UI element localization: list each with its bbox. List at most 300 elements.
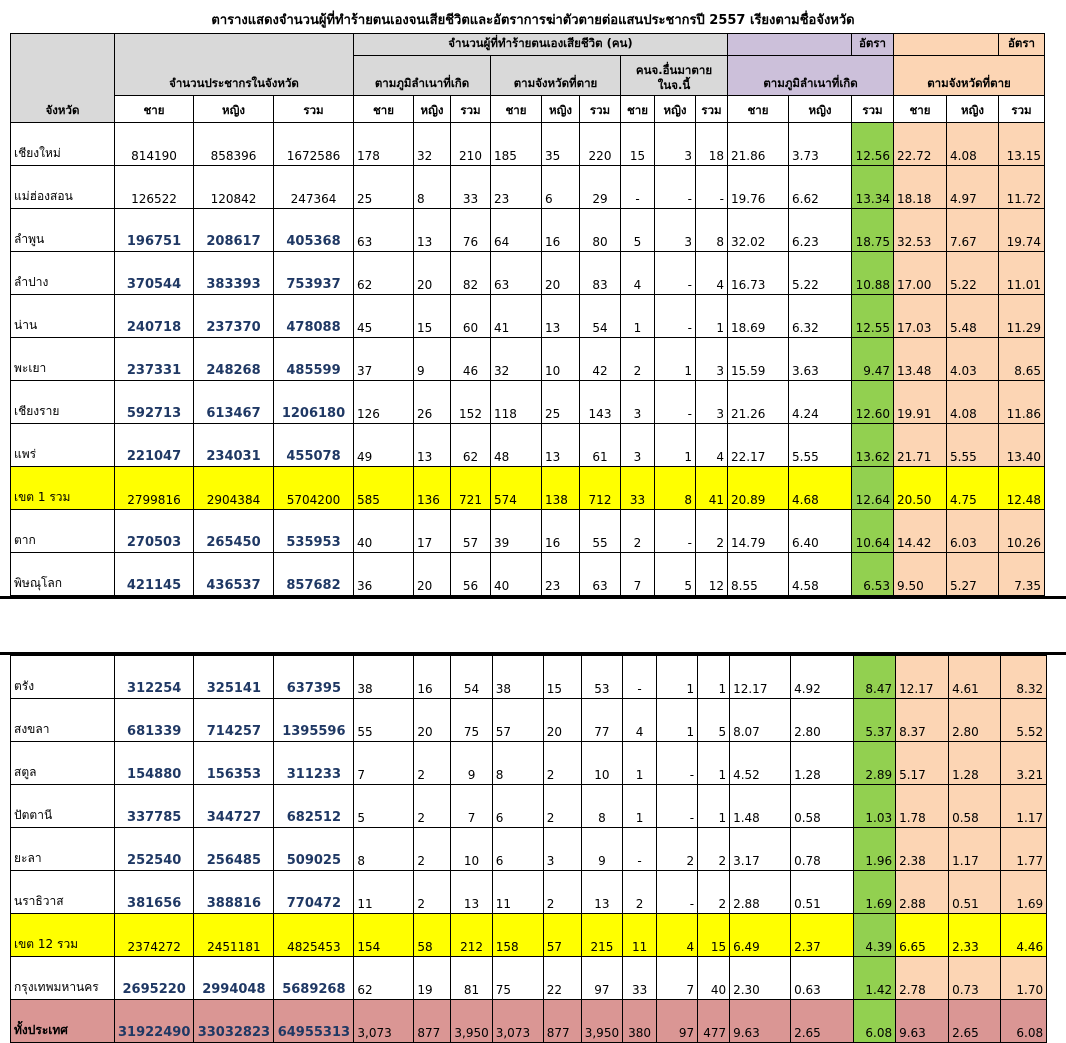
count-cell: 55 [580, 510, 621, 553]
count-cell: 58 [414, 914, 451, 957]
subheader-male: ชาย [354, 96, 414, 123]
header-deaths: จำนวนผู้ที่ทำร้ายตนเองเสียชีวิต (คน) [354, 34, 728, 56]
count-cell: 5 [354, 785, 414, 828]
population-cell: 381656 [115, 871, 194, 914]
population-cell: 265450 [194, 510, 274, 553]
count-cell: - [655, 295, 696, 338]
count-cell: 585 [354, 467, 414, 510]
count-cell: 1 [698, 785, 730, 828]
count-cell: 1 [657, 656, 698, 699]
rate-cell: 21.26 [728, 381, 789, 424]
count-cell: 721 [451, 467, 491, 510]
population-cell: 2695220 [115, 957, 194, 1000]
count-cell: 1 [623, 785, 657, 828]
rate-cell: 4.03 [947, 338, 999, 381]
subheader-total: รวม [451, 96, 491, 123]
count-cell: 574 [491, 467, 542, 510]
count-cell: 3 [621, 424, 655, 467]
count-cell: 20 [542, 252, 580, 295]
subheader-female: หญิง [194, 96, 274, 123]
count-cell: 53 [581, 656, 622, 699]
population-cell: 31922490 [115, 1000, 194, 1043]
population-cell: 637395 [274, 656, 354, 699]
province-name: ทั้งประเทศ [11, 1000, 115, 1043]
province-name: ปัตตานี [11, 785, 115, 828]
count-cell: 83 [580, 252, 621, 295]
rate-total-cell: 1.42 [854, 957, 896, 1000]
count-cell: - [657, 785, 698, 828]
province-name: ยะลา [11, 828, 115, 871]
population-cell: 535953 [274, 510, 354, 553]
rate-cell: 6.08 [1001, 1000, 1047, 1043]
rate-cell: 3.63 [789, 338, 852, 381]
count-cell: 154 [354, 914, 414, 957]
count-cell: 48 [491, 424, 542, 467]
rate-cell: 3.21 [1001, 742, 1047, 785]
count-cell: 42 [580, 338, 621, 381]
count-cell: 25 [542, 381, 580, 424]
rate-total-cell: 13.62 [852, 424, 894, 467]
count-cell: 2 [414, 742, 451, 785]
count-cell: 15 [414, 295, 451, 338]
count-cell: 60 [451, 295, 491, 338]
rate-cell: 5.55 [789, 424, 852, 467]
rate-cell: 1.48 [730, 785, 791, 828]
table-row [11, 467, 1045, 510]
population-cell: 312254 [115, 656, 194, 699]
rate-cell: 19.74 [999, 209, 1045, 252]
count-cell: 20 [543, 699, 581, 742]
rate-cell: 5.22 [947, 252, 999, 295]
count-cell: 5 [655, 553, 696, 596]
count-cell: - [655, 381, 696, 424]
count-cell: 3 [696, 338, 728, 381]
count-cell: 38 [492, 656, 543, 699]
count-cell: 712 [580, 467, 621, 510]
population-cell: 4825453 [274, 914, 354, 957]
count-cell: 8 [581, 785, 622, 828]
count-cell: 76 [451, 209, 491, 252]
table-row [11, 957, 1047, 1000]
population-cell: 1206180 [274, 381, 354, 424]
count-cell: - [621, 166, 655, 209]
count-cell: 4 [696, 424, 728, 467]
count-cell: 477 [698, 1000, 730, 1043]
count-cell: 57 [543, 914, 581, 957]
rate-cell: 12.48 [999, 467, 1045, 510]
rate-cell: 2.38 [896, 828, 949, 871]
rate-cell: 4.92 [791, 656, 854, 699]
rate-cell: 18.18 [894, 166, 947, 209]
population-cell: 770472 [274, 871, 354, 914]
rate-total-cell: 1.03 [854, 785, 896, 828]
rate-cell: 2.88 [896, 871, 949, 914]
count-cell: 178 [354, 123, 414, 166]
rate-cell: 6.40 [789, 510, 852, 553]
count-cell: 7 [451, 785, 492, 828]
rate-cell: 32.53 [894, 209, 947, 252]
rate-cell: 1.28 [949, 742, 1001, 785]
population-cell: 344727 [194, 785, 274, 828]
count-cell: 210 [451, 123, 491, 166]
count-cell: 18 [696, 123, 728, 166]
count-cell: 3,073 [354, 1000, 414, 1043]
rate-cell: 4.08 [947, 381, 999, 424]
population-cell: 5704200 [274, 467, 354, 510]
count-cell: 33 [623, 957, 657, 1000]
rate-total-cell: 18.75 [852, 209, 894, 252]
table-row [11, 510, 1045, 553]
rate-cell: 1.77 [1001, 828, 1047, 871]
count-cell: 3,073 [492, 1000, 543, 1043]
count-cell: 4 [623, 699, 657, 742]
population-cell: 2451181 [194, 914, 274, 957]
rate-cell: 5.27 [947, 553, 999, 596]
population-cell: 714257 [194, 699, 274, 742]
count-cell: 1 [657, 699, 698, 742]
population-cell: 234031 [194, 424, 274, 467]
subheader-female: หญิง [414, 96, 451, 123]
population-cell: 325141 [194, 656, 274, 699]
rate-cell: 6.32 [789, 295, 852, 338]
rate-total-cell: 10.88 [852, 252, 894, 295]
population-cell: 270503 [115, 510, 194, 553]
rate-total-cell: 8.47 [854, 656, 896, 699]
count-cell: 1 [696, 295, 728, 338]
count-cell: 19 [414, 957, 451, 1000]
rate-cell: 2.30 [730, 957, 791, 1000]
count-cell: 1 [655, 424, 696, 467]
count-cell: 20 [414, 699, 451, 742]
rate-cell: 14.79 [728, 510, 789, 553]
subheader-male: ชาย [728, 96, 789, 123]
population-cell: 120842 [194, 166, 274, 209]
count-cell: 143 [580, 381, 621, 424]
count-cell: 185 [491, 123, 542, 166]
rate-total-cell: 13.34 [852, 166, 894, 209]
population-cell: 383393 [194, 252, 274, 295]
rate-cell: 5.52 [1001, 699, 1047, 742]
subheader-row [11, 96, 1045, 123]
rate-cell: 17.00 [894, 252, 947, 295]
count-cell: 81 [451, 957, 492, 1000]
count-cell: 158 [492, 914, 543, 957]
table-row [11, 828, 1047, 871]
rate-cell: 8.65 [999, 338, 1045, 381]
province-name: ลำปาง [11, 252, 115, 295]
count-cell: 11 [354, 871, 414, 914]
rate-cell: 17.03 [894, 295, 947, 338]
population-cell: 256485 [194, 828, 274, 871]
rate-cell: 22.17 [728, 424, 789, 467]
population-cell: 858396 [194, 123, 274, 166]
rate-cell: 18.69 [728, 295, 789, 338]
count-cell: 75 [492, 957, 543, 1000]
count-cell: - [696, 166, 728, 209]
header-province: จังหวัด [11, 34, 115, 123]
population-cell: 154880 [115, 742, 194, 785]
rate-cell: 5.55 [947, 424, 999, 467]
population-cell: 421145 [115, 553, 194, 596]
count-cell: 23 [491, 166, 542, 209]
count-cell: 877 [414, 1000, 451, 1043]
rate-total-cell: 10.64 [852, 510, 894, 553]
count-cell: 40 [354, 510, 414, 553]
count-cell: 23 [542, 553, 580, 596]
count-cell: 12 [696, 553, 728, 596]
count-cell: - [657, 871, 698, 914]
count-cell: 152 [451, 381, 491, 424]
province-name: สงขลา [11, 699, 115, 742]
count-cell: 63 [354, 209, 414, 252]
rate-cell: 1.78 [896, 785, 949, 828]
rate-cell: 4.08 [947, 123, 999, 166]
population-cell: 2904384 [194, 467, 274, 510]
count-cell: 49 [354, 424, 414, 467]
table-row [11, 1000, 1047, 1043]
rate-cell: 2.80 [949, 699, 1001, 742]
header-rate-domicile-label: อัตรา [852, 34, 894, 56]
table-row [11, 871, 1047, 914]
count-cell: 20 [414, 553, 451, 596]
population-cell: 2374272 [115, 914, 194, 957]
header-rate-death-province: ตามจังหวัดที่ตาย [894, 56, 1045, 96]
rate-cell: 0.63 [791, 957, 854, 1000]
rate-cell: 1.17 [1001, 785, 1047, 828]
population-cell: 311233 [274, 742, 354, 785]
population-cell: 237370 [194, 295, 274, 338]
subheader-female: หญิง [655, 96, 696, 123]
population-cell: 156353 [194, 742, 274, 785]
population-cell: 337785 [115, 785, 194, 828]
province-name: แพร่ [11, 424, 115, 467]
population-cell: 592713 [115, 381, 194, 424]
count-cell: 38 [354, 656, 414, 699]
rate-total-cell: 6.08 [854, 1000, 896, 1043]
rate-cell: 22.72 [894, 123, 947, 166]
rate-cell: 0.58 [949, 785, 1001, 828]
population-cell: 247364 [274, 166, 354, 209]
count-cell: 8 [696, 209, 728, 252]
header-by-domicile: ตามภูมิลำเนาที่เกิด [354, 56, 491, 96]
header-by-death-province: ตามจังหวัดที่ตาย [491, 56, 621, 96]
count-cell: 32 [491, 338, 542, 381]
rate-cell: 6.03 [947, 510, 999, 553]
population-cell: 240718 [115, 295, 194, 338]
count-cell: 212 [451, 914, 492, 957]
population-cell: 1672586 [274, 123, 354, 166]
count-cell: 13 [451, 871, 492, 914]
count-cell: 5 [621, 209, 655, 252]
count-cell: 11 [623, 914, 657, 957]
province-name: นราธิวาส [11, 871, 115, 914]
rate-cell: 4.46 [1001, 914, 1047, 957]
count-cell: 13 [542, 424, 580, 467]
count-cell: 17 [414, 510, 451, 553]
count-cell: 13 [414, 424, 451, 467]
rate-cell: 8.07 [730, 699, 791, 742]
population-cell: 405368 [274, 209, 354, 252]
subheader-male: ชาย [621, 96, 655, 123]
count-cell: 1 [621, 295, 655, 338]
population-cell: 370544 [115, 252, 194, 295]
rate-cell: 4.97 [947, 166, 999, 209]
count-cell: 82 [451, 252, 491, 295]
count-cell: 46 [451, 338, 491, 381]
count-cell: 136 [414, 467, 451, 510]
rate-cell: 1.17 [949, 828, 1001, 871]
count-cell: 10 [542, 338, 580, 381]
count-cell: 4 [696, 252, 728, 295]
population-cell: 237331 [115, 338, 194, 381]
rate-cell: 0.51 [949, 871, 1001, 914]
count-cell: 1 [698, 742, 730, 785]
count-cell: 16 [414, 656, 451, 699]
count-cell: 39 [491, 510, 542, 553]
rate-total-cell: 1.96 [854, 828, 896, 871]
count-cell: 2 [621, 338, 655, 381]
table-row [11, 381, 1045, 424]
table-row [11, 914, 1047, 957]
count-cell: 36 [354, 553, 414, 596]
province-name: เขต 1 รวม [11, 467, 115, 510]
population-cell: 857682 [274, 553, 354, 596]
province-name: พิษณุโลก [11, 553, 115, 596]
count-cell: 3,950 [451, 1000, 492, 1043]
rate-total-cell: 12.64 [852, 467, 894, 510]
subheader-total: รวม [999, 96, 1045, 123]
population-cell: 681339 [115, 699, 194, 742]
rate-cell: 12.17 [896, 656, 949, 699]
count-cell: 64 [491, 209, 542, 252]
count-cell: 2 [414, 828, 451, 871]
rate-cell: 32.02 [728, 209, 789, 252]
rate-cell: 2.65 [949, 1000, 1001, 1043]
rate-cell: 20.89 [728, 467, 789, 510]
count-cell: 380 [623, 1000, 657, 1043]
rate-cell: 2.78 [896, 957, 949, 1000]
count-cell: 6 [492, 828, 543, 871]
count-cell: 56 [451, 553, 491, 596]
count-cell: 41 [491, 295, 542, 338]
population-cell: 33032823 [194, 1000, 274, 1043]
rate-cell: 6.65 [896, 914, 949, 957]
count-cell: 10 [451, 828, 492, 871]
count-cell: - [655, 166, 696, 209]
count-cell: 32 [414, 123, 451, 166]
rate-cell: 3.17 [730, 828, 791, 871]
count-cell: 26 [414, 381, 451, 424]
population-cell: 814190 [115, 123, 194, 166]
rate-cell: 21.86 [728, 123, 789, 166]
count-cell: 220 [580, 123, 621, 166]
rate-cell: 4.24 [789, 381, 852, 424]
section-divider [0, 596, 1066, 599]
rate-cell: 4.58 [789, 553, 852, 596]
rate-cell: 7.67 [947, 209, 999, 252]
province-name: ตรัง [11, 656, 115, 699]
count-cell: 37 [354, 338, 414, 381]
count-cell: 3 [655, 123, 696, 166]
rate-total-cell: 1.69 [854, 871, 896, 914]
header-population: จำนวนประชากรในจังหวัด [115, 34, 354, 96]
table-row [11, 785, 1047, 828]
count-cell: 126 [354, 381, 414, 424]
count-cell: 2 [623, 871, 657, 914]
count-cell: 138 [542, 467, 580, 510]
count-cell: 40 [491, 553, 542, 596]
rate-cell: 2.33 [949, 914, 1001, 957]
count-cell: 2 [657, 828, 698, 871]
rate-cell: 1.28 [791, 742, 854, 785]
table-row [11, 338, 1045, 381]
count-cell: 8 [492, 742, 543, 785]
table-row [11, 123, 1045, 166]
count-cell: 62 [354, 957, 414, 1000]
rate-cell: 2.65 [791, 1000, 854, 1043]
count-cell: 2 [543, 871, 581, 914]
count-cell: 75 [451, 699, 492, 742]
page-title: ตารางแสดงจำนวนผู้ที่ทำร้ายตนเองจนเสียชีวิตและอัตราการฆ่าตัวตายต่อแสนประชากรปี 2557 เรียงตามชื่อจังหวัด [211, 13, 855, 28]
population-cell: 436537 [194, 553, 274, 596]
population-cell: 2799816 [115, 467, 194, 510]
rate-cell: 2.37 [791, 914, 854, 957]
population-cell: 126522 [115, 166, 194, 209]
rate-total-cell: 12.60 [852, 381, 894, 424]
count-cell: 15 [621, 123, 655, 166]
table-row [11, 656, 1047, 699]
header-other-deaths: คนจ.อื่นมาตาย ในจ.นี้ [621, 56, 728, 96]
count-cell: 62 [451, 424, 491, 467]
count-cell: 11 [492, 871, 543, 914]
population-cell: 196751 [115, 209, 194, 252]
population-cell: 252540 [115, 828, 194, 871]
rate-cell: 3.73 [789, 123, 852, 166]
count-cell: 4 [657, 914, 698, 957]
rate-cell: 1.69 [1001, 871, 1047, 914]
rate-total-cell: 9.47 [852, 338, 894, 381]
count-cell: 5 [698, 699, 730, 742]
count-cell: 3 [655, 209, 696, 252]
population-cell: 64955313 [274, 1000, 354, 1043]
rate-cell: 2.80 [791, 699, 854, 742]
rate-cell: 5.17 [896, 742, 949, 785]
province-name: ลำพูน [11, 209, 115, 252]
rate-cell: 11.86 [999, 381, 1045, 424]
rate-total-cell: 4.39 [854, 914, 896, 957]
rate-cell: 6.23 [789, 209, 852, 252]
province-name: แม่ฮ่องสอน [11, 166, 115, 209]
rate-cell: 13.15 [999, 123, 1045, 166]
count-cell: 57 [492, 699, 543, 742]
count-cell: - [655, 510, 696, 553]
count-cell: 29 [580, 166, 621, 209]
rate-cell: 7.35 [999, 553, 1045, 596]
rate-cell: 4.61 [949, 656, 1001, 699]
count-cell: 77 [581, 699, 622, 742]
rate-cell: 11.72 [999, 166, 1045, 209]
table-row [11, 295, 1045, 338]
data-table-top [10, 33, 1045, 596]
rate-cell: 0.78 [791, 828, 854, 871]
count-cell: 45 [354, 295, 414, 338]
rate-cell: 19.91 [894, 381, 947, 424]
count-cell: - [655, 252, 696, 295]
count-cell: 61 [580, 424, 621, 467]
population-cell: 2994048 [194, 957, 274, 1000]
count-cell: 118 [491, 381, 542, 424]
count-cell: 2 [414, 785, 451, 828]
